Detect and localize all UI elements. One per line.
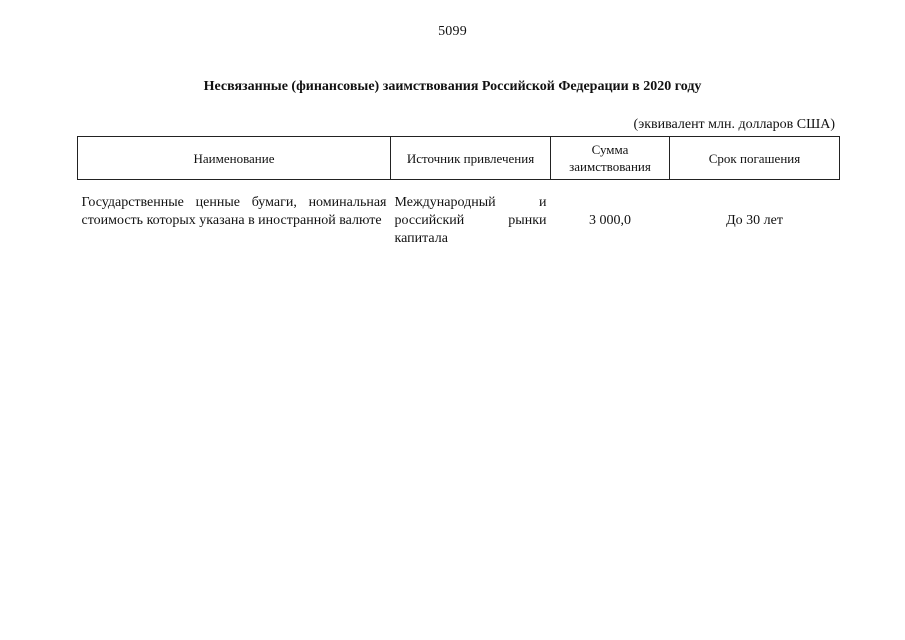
cell-amount: 3 000,0 bbox=[589, 213, 631, 228]
page-number: 5099 bbox=[438, 24, 467, 39]
header-amount: Сумма заимствования bbox=[551, 137, 670, 180]
cell-term: До 30 лет bbox=[726, 213, 783, 228]
borrowings-table bbox=[77, 136, 840, 248]
document-title: Несвязанные (финансовые) заимствования Российской Федерации в 2020 году bbox=[203, 79, 702, 94]
units-note: (эквивалент млн. долларов США) bbox=[633, 117, 835, 132]
table-row bbox=[78, 180, 840, 249]
header-source: Источник привлечения bbox=[391, 137, 551, 180]
header-term: Срок погашения bbox=[670, 137, 840, 180]
cell-name: Государственные ценные бумаги, номинальная стоимость которых указана в иностранной валюте bbox=[81, 195, 387, 228]
header-name: Наименование bbox=[78, 137, 391, 180]
cell-source: Международный и российский рынки капитала bbox=[394, 195, 547, 246]
table-header-row bbox=[78, 137, 840, 180]
